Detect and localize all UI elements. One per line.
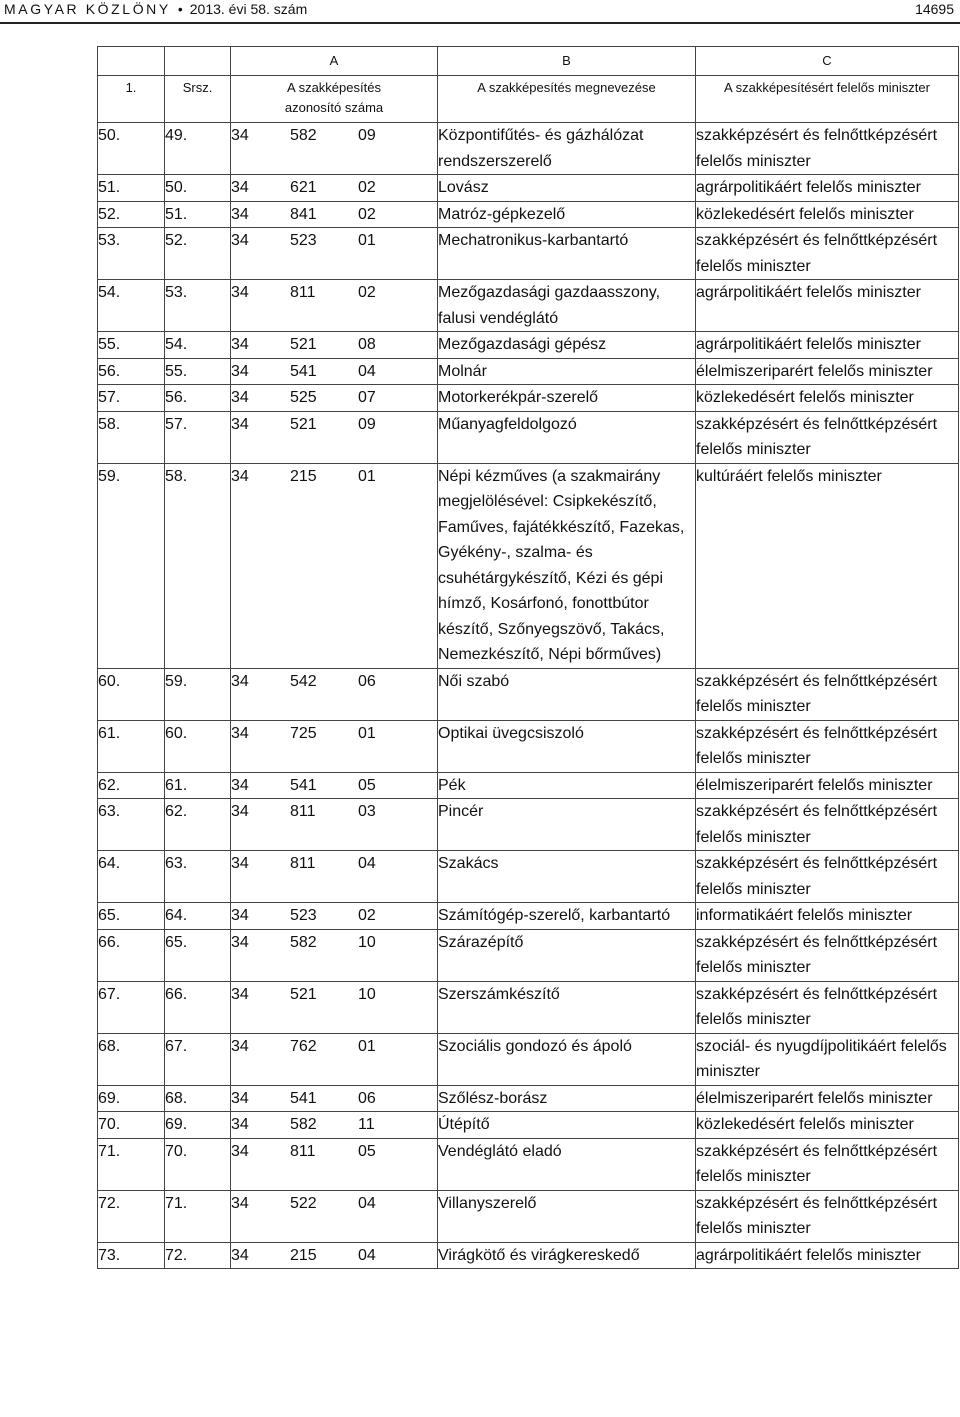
table-row xyxy=(98,175,959,202)
row-number: 69. xyxy=(98,1085,165,1112)
responsible-minister: szakképzésért és felnőttképzésért felelős miniszter xyxy=(696,929,959,981)
responsible-minister: kultúráért felelős miniszter xyxy=(696,463,959,668)
table-row xyxy=(98,201,959,228)
qualification-id-parts xyxy=(231,1139,411,1165)
qualification-id-parts xyxy=(231,1191,411,1217)
qualification-id-part: 34 xyxy=(231,1142,249,1160)
qualification-id-parts xyxy=(231,930,411,956)
qualification-id-part: 10 xyxy=(358,985,376,1003)
qualification-name: Motorkerékpár-szerelő xyxy=(438,385,696,412)
responsible-minister: szakképzésért és felnőttképzésért felelős miniszter xyxy=(696,411,959,463)
serial-number: 69. xyxy=(165,1112,231,1139)
table-row xyxy=(98,903,959,930)
qualification-id xyxy=(231,1085,438,1112)
responsible-minister: szakképzésért és felnőttképzésért felelős miniszter xyxy=(696,720,959,772)
qualification-id-part: 10 xyxy=(358,933,376,951)
responsible-minister: szakképzésért és felnőttképzésért felelős miniszter xyxy=(696,668,959,720)
qualification-id-parts xyxy=(231,359,411,385)
row-number: 67. xyxy=(98,981,165,1033)
qualification-id-part: 07 xyxy=(358,389,376,406)
qualification-id-part: 05 xyxy=(358,1142,376,1160)
table-row xyxy=(98,1112,959,1139)
responsible-minister: agrárpolitikáért felelős miniszter xyxy=(696,1242,959,1269)
page-number: 14695 xyxy=(915,1,954,17)
qualification-id xyxy=(231,851,438,903)
qualification-name: Mechatronikus-karbantartó xyxy=(438,228,696,280)
qualification-id-part: 02 xyxy=(358,179,376,196)
qualification-id xyxy=(231,411,438,463)
serial-number: 61. xyxy=(165,772,231,799)
table-row xyxy=(98,1085,959,1112)
table-row xyxy=(98,772,959,799)
qualification-name: Pék xyxy=(438,772,696,799)
qualification-id-parts xyxy=(231,332,411,358)
qualification-id xyxy=(231,1138,438,1190)
qualification-id-parts xyxy=(231,464,411,490)
row-number: 68. xyxy=(98,1033,165,1085)
qualification-id-part: 05 xyxy=(358,776,376,794)
qualification-id-part: 01 xyxy=(358,467,376,485)
header-name: A szakképesítés megnevezése xyxy=(438,76,696,123)
table-row xyxy=(98,1138,959,1190)
qualification-id-part: 811 xyxy=(290,1142,316,1160)
qualification-id-part: 03 xyxy=(358,803,376,820)
qualification-id xyxy=(231,903,438,930)
table-row xyxy=(98,720,959,772)
serial-number: 56. xyxy=(165,385,231,412)
qualification-id-part: 04 xyxy=(358,1246,376,1264)
qualification-id-part: 09 xyxy=(358,415,376,433)
serial-number: 50. xyxy=(165,175,231,202)
responsible-minister: szakképzésért és felnőttképzésért felelős miniszter xyxy=(696,981,959,1033)
qualification-name: Pincér xyxy=(438,799,696,851)
qualification-id xyxy=(231,929,438,981)
serial-number: 60. xyxy=(165,720,231,772)
serial-number: 64. xyxy=(165,903,231,930)
qualification-id-part: 841 xyxy=(290,205,317,223)
qualification-id xyxy=(231,201,438,228)
table-row xyxy=(98,1242,959,1269)
column-letter-c: C xyxy=(696,47,959,76)
row-number: 71. xyxy=(98,1138,165,1190)
qualification-id-part: 541 xyxy=(290,1089,317,1107)
qualification-id-part: 521 xyxy=(290,415,317,433)
serial-number: 57. xyxy=(165,411,231,463)
responsible-minister: szakképzésért és felnőttképzésért felelős miniszter xyxy=(696,799,959,851)
qualification-id-part: 34 xyxy=(231,336,249,353)
qualification-id-part: 522 xyxy=(290,1194,317,1212)
qualification-name: Szociális gondozó és ápoló xyxy=(438,1033,696,1085)
page-header xyxy=(0,0,960,22)
qualification-id-part: 34 xyxy=(231,1037,249,1055)
qualification-id-part: 34 xyxy=(231,127,249,144)
qualification-id-part: 34 xyxy=(231,205,249,223)
responsible-minister: informatikáért felelős miniszter xyxy=(696,903,959,930)
qualification-id-part: 34 xyxy=(231,1246,249,1264)
qualification-id-part: 582 xyxy=(290,127,317,144)
responsible-minister: közlekedésért felelős miniszter xyxy=(696,201,959,228)
header-rule xyxy=(0,22,960,24)
qualification-name: Szárazépítő xyxy=(438,929,696,981)
column-letter-b: B xyxy=(438,47,696,76)
qualification-name: Számítógép-szerelő, karbantartó xyxy=(438,903,696,930)
table-row xyxy=(98,123,959,175)
serial-number: 51. xyxy=(165,201,231,228)
responsible-minister: agrárpolitikáért felelős miniszter xyxy=(696,332,959,359)
qualification-id-part: 582 xyxy=(290,933,317,951)
qualification-id-parts xyxy=(231,280,411,306)
qualification-id-part: 34 xyxy=(231,672,249,690)
qualification-id-part: 541 xyxy=(290,776,317,794)
qualification-name: Lovász xyxy=(438,175,696,202)
table-row xyxy=(98,463,959,668)
qualification-id-part: 542 xyxy=(290,672,317,690)
table-row xyxy=(98,851,959,903)
column-letter-a: A xyxy=(231,47,438,76)
header-id: A szakképesítés azonosító száma xyxy=(231,76,438,123)
qualification-name: Virágkötő és virágkereskedő xyxy=(438,1242,696,1269)
qualification-id-parts xyxy=(231,982,411,1008)
qualification-id xyxy=(231,799,438,851)
row-number: 56. xyxy=(98,358,165,385)
qualification-id-part: 34 xyxy=(231,389,249,406)
qualification-id-part: 521 xyxy=(290,336,317,353)
qualification-id-part: 521 xyxy=(290,985,317,1003)
qualification-id-part: 811 xyxy=(290,284,316,301)
serial-number: 53. xyxy=(165,280,231,332)
row-number: 62. xyxy=(98,772,165,799)
qualification-name: Molnár xyxy=(438,358,696,385)
qualification-id-part: 582 xyxy=(290,1116,317,1133)
qualification-id-parts xyxy=(231,773,411,799)
row-number: 54. xyxy=(98,280,165,332)
qualification-id xyxy=(231,385,438,412)
serial-number: 65. xyxy=(165,929,231,981)
qualification-id-part: 34 xyxy=(231,855,249,872)
serial-number: 55. xyxy=(165,358,231,385)
serial-number: 72. xyxy=(165,1242,231,1269)
qualification-id-parts xyxy=(231,1034,411,1060)
responsible-minister: szociál- és nyugdíjpolitikáért felelős miniszter xyxy=(696,1033,959,1085)
qualification-name: Villanyszerelő xyxy=(438,1190,696,1242)
qualification-id-part: 34 xyxy=(231,1194,249,1212)
qualification-id xyxy=(231,1190,438,1242)
qualification-id-part: 34 xyxy=(231,1116,249,1133)
qualification-id-part: 34 xyxy=(231,1089,249,1107)
qualification-id xyxy=(231,123,438,175)
qualification-id-part: 06 xyxy=(358,1089,376,1107)
serial-number: 58. xyxy=(165,463,231,668)
responsible-minister: szakképzésért és felnőttképzésért felelős miniszter xyxy=(696,1190,959,1242)
qualification-id-part: 01 xyxy=(358,1037,376,1055)
table-row xyxy=(98,411,959,463)
qualification-id xyxy=(231,1112,438,1139)
header-left xyxy=(4,1,307,17)
row-number: 72. xyxy=(98,1190,165,1242)
qualification-id-part: 215 xyxy=(290,467,317,485)
table-row xyxy=(98,668,959,720)
qualification-id-parts xyxy=(231,202,411,228)
row-number: 63. xyxy=(98,799,165,851)
qualification-id-part: 621 xyxy=(290,179,317,196)
table-row xyxy=(98,228,959,280)
qualification-id-part: 09 xyxy=(358,127,376,144)
qualification-id-parts xyxy=(231,669,411,695)
serial-number: 59. xyxy=(165,668,231,720)
qualification-id xyxy=(231,720,438,772)
qualification-id xyxy=(231,1242,438,1269)
table-row xyxy=(98,332,959,359)
table-row xyxy=(98,1190,959,1242)
qualification-id-parts xyxy=(231,721,411,747)
qualification-id-part: 04 xyxy=(358,362,376,380)
qualification-id-part: 541 xyxy=(290,362,317,380)
row-number: 60. xyxy=(98,668,165,720)
qualification-id-parts xyxy=(231,385,411,411)
column-letter-row xyxy=(98,47,959,76)
qualification-id-part: 523 xyxy=(290,907,317,924)
serial-number: 63. xyxy=(165,851,231,903)
qualification-name: Matróz-gépkezelő xyxy=(438,201,696,228)
serial-number: 70. xyxy=(165,1138,231,1190)
responsible-minister: élelmiszeriparért felelős miniszter xyxy=(696,358,959,385)
qualification-id-part: 08 xyxy=(358,336,376,353)
qualification-id-part: 02 xyxy=(358,284,376,301)
responsible-minister: élelmiszeriparért felelős miniszter xyxy=(696,772,959,799)
responsible-minister: szakképzésért és felnőttképzésért felelős miniszter xyxy=(696,228,959,280)
serial-number: 71. xyxy=(165,1190,231,1242)
serial-number: 52. xyxy=(165,228,231,280)
qualification-id-part: 04 xyxy=(358,1194,376,1212)
row-number: 65. xyxy=(98,903,165,930)
qualification-id-part: 01 xyxy=(358,232,376,249)
publication-title: MAGYAR KÖZLÖNY xyxy=(4,1,171,17)
responsible-minister: élelmiszeriparért felelős miniszter xyxy=(696,1085,959,1112)
qualification-name: Szőlész-borász xyxy=(438,1085,696,1112)
qualification-name: Mezőgazdasági gépész xyxy=(438,332,696,359)
table-row xyxy=(98,929,959,981)
column-header-row xyxy=(98,76,959,123)
row-number: 70. xyxy=(98,1112,165,1139)
qualification-id-parts xyxy=(231,903,411,929)
qualification-id-part: 34 xyxy=(231,415,249,433)
qualification-id-part: 215 xyxy=(290,1246,317,1264)
row-number: 53. xyxy=(98,228,165,280)
row-number: 58. xyxy=(98,411,165,463)
table-row xyxy=(98,358,959,385)
qualification-name: Női szabó xyxy=(438,668,696,720)
serial-number: 54. xyxy=(165,332,231,359)
table-row xyxy=(98,799,959,851)
qualification-table xyxy=(97,46,959,1269)
qualification-id xyxy=(231,228,438,280)
qualification-id-part: 11 xyxy=(358,1116,375,1133)
row-number: 51. xyxy=(98,175,165,202)
qualification-name: Népi kézműves (a szakmairány megjelölésével: Csipkekészítő, Faműves, fajátékkészítő, Fazekas, Gyékény-, szalma- és csuhétárgykészítő, Kézi és gépi hímző, Kosárfonó, fonottbútor készítő, Szőnyegszövő, Takács, Nemezkészítő, Népi bőrműves) xyxy=(438,463,696,668)
row-number: 59. xyxy=(98,463,165,668)
qualification-id xyxy=(231,280,438,332)
qualification-name: Optikai üvegcsiszoló xyxy=(438,720,696,772)
qualification-id-part: 34 xyxy=(231,776,249,794)
qualification-id-part: 34 xyxy=(231,232,249,249)
qualification-id-parts xyxy=(231,799,411,825)
qualification-id xyxy=(231,772,438,799)
qualification-id-part: 34 xyxy=(231,362,249,380)
qualification-id-part: 811 xyxy=(290,855,316,872)
table-row xyxy=(98,280,959,332)
qualification-id-parts xyxy=(231,228,411,254)
qualification-id-part: 02 xyxy=(358,205,376,223)
row-number: 73. xyxy=(98,1242,165,1269)
qualification-id xyxy=(231,668,438,720)
qualification-id xyxy=(231,358,438,385)
qualification-id-part: 01 xyxy=(358,724,376,742)
issue-label: 2013. évi 58. szám xyxy=(189,1,308,17)
qualification-id-part: 725 xyxy=(290,724,317,742)
serial-number: 49. xyxy=(165,123,231,175)
qualification-id xyxy=(231,175,438,202)
row-number: 52. xyxy=(98,201,165,228)
table-row xyxy=(98,981,959,1033)
row-number: 55. xyxy=(98,332,165,359)
serial-number: 66. xyxy=(165,981,231,1033)
qualification-id-parts xyxy=(231,175,411,201)
qualification-id-part: 523 xyxy=(290,232,317,249)
table-row xyxy=(98,385,959,412)
qualification-id-part: 04 xyxy=(358,855,376,872)
qualification-id-parts xyxy=(231,123,411,149)
qualification-id xyxy=(231,981,438,1033)
qualification-id xyxy=(231,332,438,359)
header-row-number: 1. xyxy=(98,76,165,123)
responsible-minister: szakképzésért és felnőttképzésért felelős miniszter xyxy=(696,1138,959,1190)
qualification-id-part: 34 xyxy=(231,803,249,820)
qualification-id-part: 34 xyxy=(231,467,249,485)
qualification-id xyxy=(231,1033,438,1085)
qualification-id-parts xyxy=(231,851,411,877)
qualification-id-part: 525 xyxy=(290,389,317,406)
responsible-minister: közlekedésért felelős miniszter xyxy=(696,385,959,412)
qualification-id-part: 34 xyxy=(231,985,249,1003)
responsible-minister: közlekedésért felelős miniszter xyxy=(696,1112,959,1139)
responsible-minister: szakképzésért és felnőttképzésért felelős miniszter xyxy=(696,851,959,903)
qualification-name: Útépítő xyxy=(438,1112,696,1139)
row-number: 57. xyxy=(98,385,165,412)
qualification-id-parts xyxy=(231,412,411,438)
qualification-name: Szerszámkészítő xyxy=(438,981,696,1033)
qualification-name: Szakács xyxy=(438,851,696,903)
serial-number: 62. xyxy=(165,799,231,851)
qualification-name: Vendéglátó eladó xyxy=(438,1138,696,1190)
row-number: 66. xyxy=(98,929,165,981)
qualification-id-part: 34 xyxy=(231,933,249,951)
serial-number: 67. xyxy=(165,1033,231,1085)
qualification-id-part: 34 xyxy=(231,907,249,924)
qualification-id-parts xyxy=(231,1086,411,1112)
responsible-minister: agrárpolitikáért felelős miniszter xyxy=(696,175,959,202)
qualification-id-part: 34 xyxy=(231,284,249,301)
qualification-id-part: 34 xyxy=(231,724,249,742)
qualification-name: Központifűtés- és gázhálózat rendszerszerelő xyxy=(438,123,696,175)
qualification-id xyxy=(231,463,438,668)
header-minister: A szakképesítésért felelős miniszter xyxy=(696,76,959,123)
table-row xyxy=(98,1033,959,1085)
header-bullet: • xyxy=(177,1,183,17)
header-serial: Srsz. xyxy=(165,76,231,123)
row-number: 50. xyxy=(98,123,165,175)
responsible-minister: agrárpolitikáért felelős miniszter xyxy=(696,280,959,332)
qualification-name: Műanyagfeldolgozó xyxy=(438,411,696,463)
qualification-id-part: 762 xyxy=(290,1037,317,1055)
qualification-id-part: 02 xyxy=(358,907,376,924)
row-number: 64. xyxy=(98,851,165,903)
serial-number: 68. xyxy=(165,1085,231,1112)
blank-cell xyxy=(165,47,231,76)
blank-cell xyxy=(98,47,165,76)
qualification-id-part: 06 xyxy=(358,672,376,690)
qualification-id-parts xyxy=(231,1243,411,1269)
qualification-id-parts xyxy=(231,1112,411,1138)
qualification-id-part: 34 xyxy=(231,179,249,196)
qualification-name: Mezőgazdasági gazdaasszony, falusi vendéglátó xyxy=(438,280,696,332)
responsible-minister: szakképzésért és felnőttképzésért felelős miniszter xyxy=(696,123,959,175)
row-number: 61. xyxy=(98,720,165,772)
qualification-id-part: 811 xyxy=(290,803,316,820)
